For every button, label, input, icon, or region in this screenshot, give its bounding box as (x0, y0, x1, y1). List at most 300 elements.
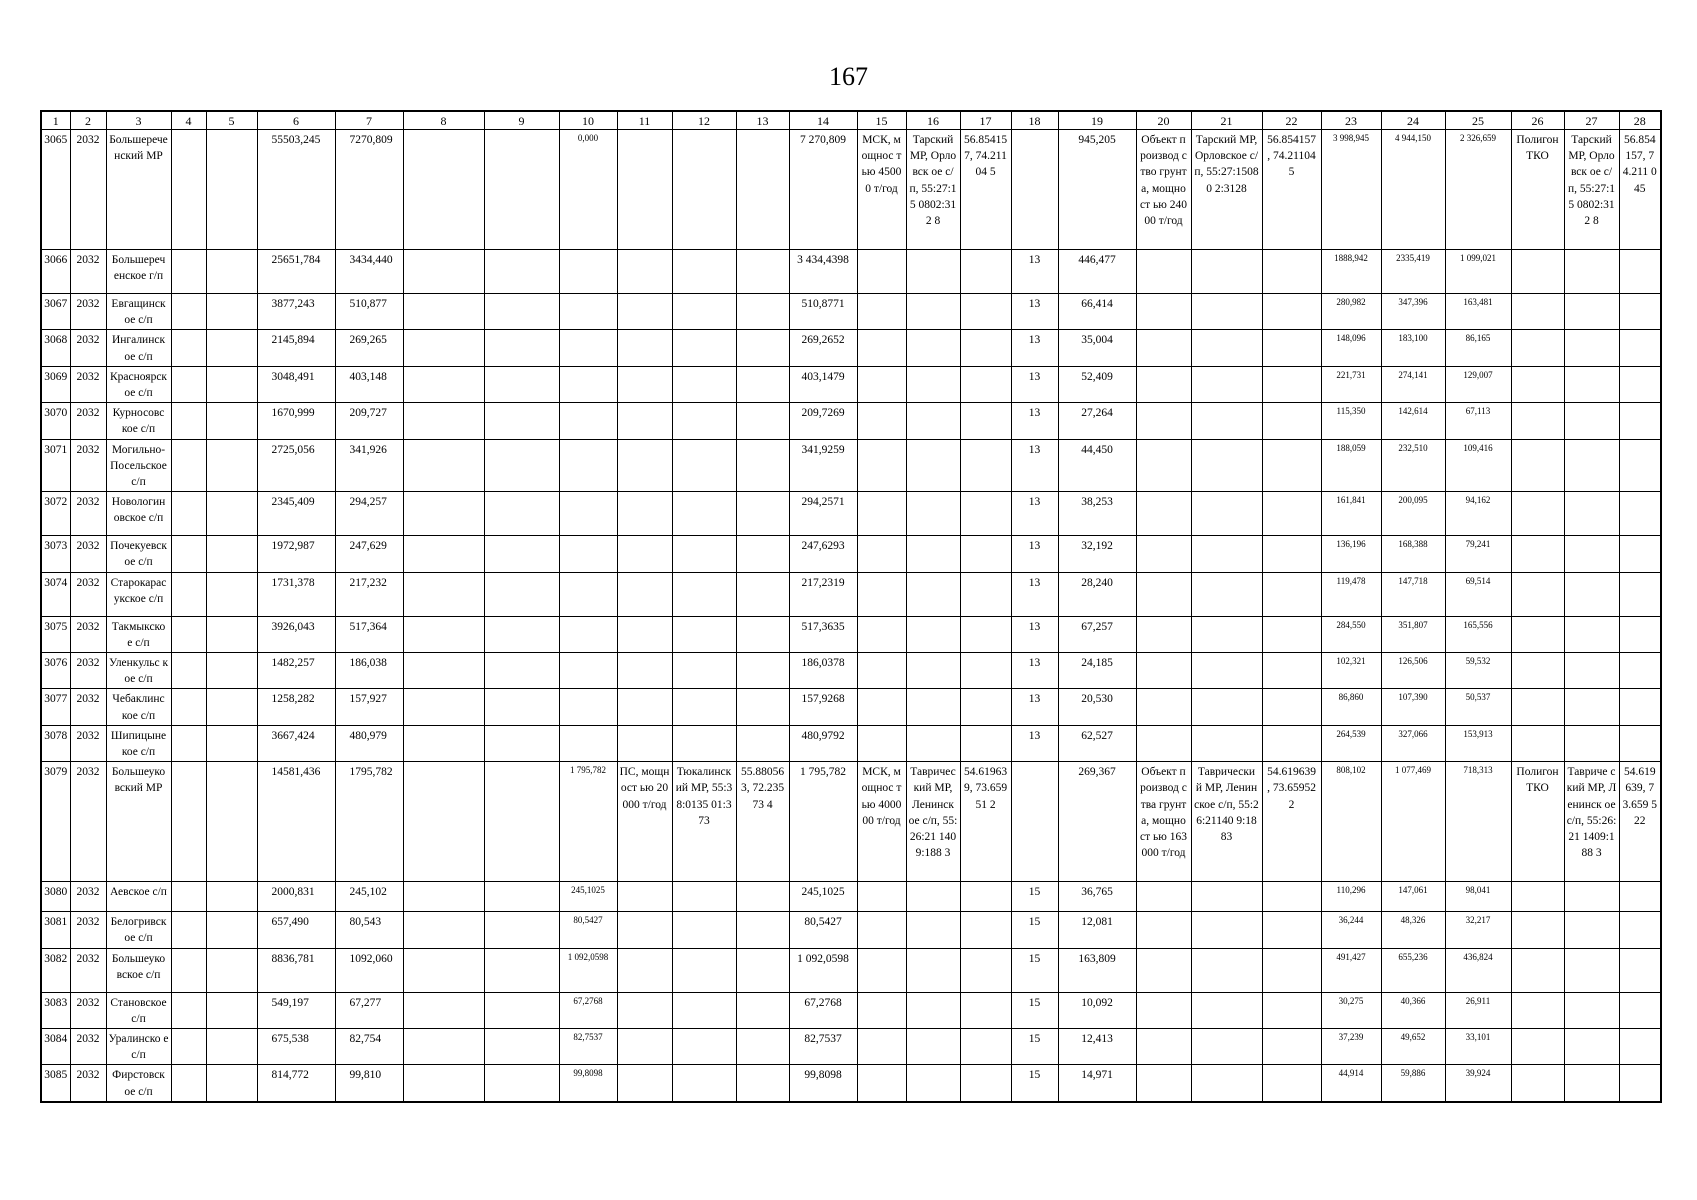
table-cell: 480,9792 (789, 725, 857, 761)
table-cell: 2345,409 (257, 492, 335, 536)
table-row (41, 294, 1661, 330)
table-cell (1136, 492, 1191, 536)
table-cell: 2145,894 (257, 330, 335, 366)
column-header: 3 (106, 111, 171, 130)
table-cell: 13 (1011, 653, 1058, 689)
table-cell: 1888,942 (1321, 250, 1381, 294)
table-row (41, 762, 1661, 882)
column-header: 26 (1511, 111, 1564, 130)
table-cell (1511, 689, 1564, 725)
table-cell (171, 992, 206, 1028)
table-cell: 66,414 (1058, 294, 1136, 330)
table-cell: 80,5427 (559, 912, 617, 948)
table-cell (1511, 948, 1564, 992)
table-cell: Шипицыне кое с/п (106, 725, 171, 761)
table-row (41, 1065, 1661, 1102)
table-cell: 48,326 (1381, 912, 1445, 948)
table-cell (736, 439, 789, 492)
table-cell (672, 130, 736, 250)
table-cell (171, 689, 206, 725)
table-cell: Тавриче ский МР, Ленинск ое с/п, 55:26:21 1409:188 3 (1564, 762, 1619, 882)
table-cell (857, 912, 906, 948)
table-cell: 82,7537 (559, 1029, 617, 1065)
table-cell (1191, 439, 1262, 492)
table-cell (559, 366, 617, 402)
column-header: 5 (206, 111, 257, 130)
table-cell (559, 439, 617, 492)
table-cell: 217,2319 (789, 572, 857, 616)
table-cell: 1972,987 (257, 536, 335, 572)
table-cell (857, 653, 906, 689)
table-cell: 44,450 (1058, 439, 1136, 492)
table-cell (1191, 616, 1262, 652)
table-cell (206, 366, 257, 402)
table-cell: 1 092,0598 (789, 948, 857, 992)
table-cell (403, 536, 484, 572)
table-cell: Белогривск ое с/п (106, 912, 171, 948)
table-cell (1619, 653, 1661, 689)
table-cell (960, 330, 1011, 366)
table-cell: 13 (1011, 616, 1058, 652)
table-cell (736, 130, 789, 250)
table-cell (484, 330, 559, 366)
table-cell: 13 (1011, 689, 1058, 725)
table-cell (206, 992, 257, 1028)
table-cell (1191, 725, 1262, 761)
table-cell (559, 653, 617, 689)
table-cell (1564, 1065, 1619, 1102)
table-cell (672, 992, 736, 1028)
table-row (41, 912, 1661, 948)
table-cell: Полигон ТКО (1511, 130, 1564, 250)
table-cell (736, 725, 789, 761)
table-cell: 517,364 (335, 616, 403, 652)
table-cell (736, 689, 789, 725)
table-cell: 50,537 (1445, 689, 1511, 725)
table-cell: 3065 (41, 130, 70, 250)
table-cell (484, 1065, 559, 1102)
table-cell (960, 294, 1011, 330)
table-cell (484, 948, 559, 992)
table-cell: 3073 (41, 536, 70, 572)
table-cell (1511, 403, 1564, 439)
table-cell (1191, 250, 1262, 294)
table-cell: Новологин овское с/п (106, 492, 171, 536)
table-cell (960, 948, 1011, 992)
table-cell (736, 294, 789, 330)
table-cell: 157,9268 (789, 689, 857, 725)
table-cell (1511, 439, 1564, 492)
table-cell (171, 572, 206, 616)
table-cell: 3079 (41, 762, 70, 882)
table-cell (1136, 992, 1191, 1028)
table-cell (672, 330, 736, 366)
table-cell (171, 653, 206, 689)
table-cell (1619, 992, 1661, 1028)
data-table (40, 110, 1662, 1103)
table-cell (1136, 536, 1191, 572)
table-cell (736, 992, 789, 1028)
table-cell: 102,321 (1321, 653, 1381, 689)
table-cell (1619, 1029, 1661, 1065)
table-cell (1619, 439, 1661, 492)
table-cell: 163,809 (1058, 948, 1136, 992)
table-row (41, 653, 1661, 689)
table-cell: 3 998,945 (1321, 130, 1381, 250)
table-row (41, 130, 1661, 250)
table-cell: 945,205 (1058, 130, 1136, 250)
table-cell: 15 (1011, 992, 1058, 1028)
table-cell (1511, 992, 1564, 1028)
table-cell: 3074 (41, 572, 70, 616)
table-row (41, 366, 1661, 402)
table-cell: 20,530 (1058, 689, 1136, 725)
table-cell: 294,2571 (789, 492, 857, 536)
column-header: 17 (960, 111, 1011, 130)
table-cell: 2032 (70, 653, 106, 689)
table-cell (171, 130, 206, 250)
table-cell: 269,2652 (789, 330, 857, 366)
table-cell (1619, 403, 1661, 439)
table-cell: МСК, мощнос тью 400000 т/год (857, 762, 906, 882)
column-header: 8 (403, 111, 484, 130)
table-cell (1191, 536, 1262, 572)
table-cell: 109,416 (1445, 439, 1511, 492)
table-cell: 2032 (70, 882, 106, 912)
table-cell (1262, 439, 1321, 492)
table-cell (484, 403, 559, 439)
table-cell (1619, 330, 1661, 366)
table-cell (1262, 403, 1321, 439)
table-cell (171, 536, 206, 572)
table-cell (1191, 1029, 1262, 1065)
table-cell (1619, 572, 1661, 616)
table-cell: 67,257 (1058, 616, 1136, 652)
table-cell: 280,982 (1321, 294, 1381, 330)
table-cell (960, 725, 1011, 761)
table-cell: 403,148 (335, 366, 403, 402)
table-cell (484, 250, 559, 294)
table-cell: 675,538 (257, 1029, 335, 1065)
table-cell (906, 948, 960, 992)
table-cell (617, 294, 672, 330)
column-header: 27 (1564, 111, 1619, 130)
table-cell (1191, 492, 1262, 536)
table-cell: 269,265 (335, 330, 403, 366)
table-cell (672, 1029, 736, 1065)
table-cell: 24,185 (1058, 653, 1136, 689)
table-cell (1191, 403, 1262, 439)
table-cell (672, 439, 736, 492)
table-cell: 341,9259 (789, 439, 857, 492)
table-cell: МСК, мощнос тью 45000 т/год (857, 130, 906, 250)
table-cell: 55503,245 (257, 130, 335, 250)
table-row (41, 439, 1661, 492)
table-cell (403, 948, 484, 992)
table-cell (857, 366, 906, 402)
column-header: 25 (1445, 111, 1511, 130)
table-cell: Фирстовск ое с/п (106, 1065, 171, 1102)
table-cell (1619, 492, 1661, 536)
table-cell (857, 1065, 906, 1102)
table-cell (736, 882, 789, 912)
column-header: 7 (335, 111, 403, 130)
table-cell (206, 330, 257, 366)
table-cell (403, 330, 484, 366)
table-cell (1564, 492, 1619, 536)
table-cell (906, 366, 960, 402)
table-row (41, 330, 1661, 366)
table-cell (1191, 882, 1262, 912)
table-cell: Такмыкско е с/п (106, 616, 171, 652)
table-cell: 54.619 639, 73.659 522 (1619, 762, 1661, 882)
table-cell (484, 689, 559, 725)
table-cell (1511, 1029, 1564, 1065)
table-cell (960, 1065, 1011, 1102)
table-cell: 147,718 (1381, 572, 1445, 616)
table-cell (484, 992, 559, 1028)
table-cell: 14,971 (1058, 1065, 1136, 1102)
table-cell: 217,232 (335, 572, 403, 616)
table-cell: 157,927 (335, 689, 403, 725)
table-cell (559, 250, 617, 294)
table-cell (206, 536, 257, 572)
table-cell (1619, 912, 1661, 948)
table-cell: Большереч енское г/п (106, 250, 171, 294)
table-cell: 221,731 (1321, 366, 1381, 402)
table-cell (960, 403, 1011, 439)
table-cell (1511, 912, 1564, 948)
table-cell: 209,727 (335, 403, 403, 439)
column-header: 20 (1136, 111, 1191, 130)
table-cell: Большеуко вский МР (106, 762, 171, 882)
table-cell (617, 1065, 672, 1102)
table-cell (960, 882, 1011, 912)
table-cell: 86,165 (1445, 330, 1511, 366)
table-cell: 3084 (41, 1029, 70, 1065)
table-cell (171, 762, 206, 882)
table-cell (206, 492, 257, 536)
table-cell: 2032 (70, 403, 106, 439)
table-cell (206, 882, 257, 912)
column-header: 1 (41, 111, 70, 130)
table-cell (484, 616, 559, 652)
table-cell: 12,081 (1058, 912, 1136, 948)
table-cell (1262, 330, 1321, 366)
table-cell: 168,388 (1381, 536, 1445, 572)
table-cell: 15 (1011, 948, 1058, 992)
table-cell: 245,102 (335, 882, 403, 912)
table-cell (857, 948, 906, 992)
table-cell (171, 366, 206, 402)
table-cell (1262, 572, 1321, 616)
table-cell: 79,241 (1445, 536, 1511, 572)
table-cell: 2032 (70, 536, 106, 572)
table-cell (1511, 492, 1564, 536)
table-cell (736, 403, 789, 439)
table-cell: 3077 (41, 689, 70, 725)
table-cell: 13 (1011, 250, 1058, 294)
table-cell (857, 1029, 906, 1065)
table-cell: 13 (1011, 330, 1058, 366)
table-cell: Тарский МР, Орловское с/п, 55:27:15080 2:3128 (1191, 130, 1262, 250)
table-cell (1564, 653, 1619, 689)
table-cell: 99,8098 (789, 1065, 857, 1102)
table-cell: 2032 (70, 294, 106, 330)
table-row (41, 882, 1661, 912)
table-cell: Чебаклинс кое с/п (106, 689, 171, 725)
table-cell (906, 330, 960, 366)
table-cell (960, 1029, 1011, 1065)
table-cell (171, 1065, 206, 1102)
column-header: 22 (1262, 111, 1321, 130)
table-cell: 136,196 (1321, 536, 1381, 572)
table-cell (171, 492, 206, 536)
table-cell (484, 762, 559, 882)
table-cell (206, 1029, 257, 1065)
table-cell: 341,926 (335, 439, 403, 492)
table-cell (857, 725, 906, 761)
table-cell (1136, 439, 1191, 492)
table-cell: 126,506 (1381, 653, 1445, 689)
table-cell (672, 653, 736, 689)
table-cell (960, 439, 1011, 492)
table-cell: 2032 (70, 130, 106, 250)
table-cell (403, 616, 484, 652)
table-cell: Тюкалинск ий МР, 55:38:0135 01:373 (672, 762, 736, 882)
table-cell (736, 912, 789, 948)
table-cell: 59,532 (1445, 653, 1511, 689)
table-cell: 28,240 (1058, 572, 1136, 616)
table-cell (1511, 572, 1564, 616)
table-cell: 15 (1011, 882, 1058, 912)
table-cell (206, 572, 257, 616)
table-cell (1191, 912, 1262, 948)
column-header: 24 (1381, 111, 1445, 130)
table-cell: Большереченский МР (106, 130, 171, 250)
table-cell: 3066 (41, 250, 70, 294)
table-cell (906, 992, 960, 1028)
table-cell: 183,100 (1381, 330, 1445, 366)
table-cell: 32,217 (1445, 912, 1511, 948)
table-cell: 3067 (41, 294, 70, 330)
table-cell (857, 992, 906, 1028)
column-header: 16 (906, 111, 960, 130)
table-cell: Курносовс кое с/п (106, 403, 171, 439)
table-cell: 3081 (41, 912, 70, 948)
table-cell (484, 912, 559, 948)
table-cell (906, 403, 960, 439)
table-cell (906, 912, 960, 948)
table-cell (857, 330, 906, 366)
table-cell (1511, 653, 1564, 689)
table-cell: 129,007 (1445, 366, 1511, 402)
table-cell (1564, 882, 1619, 912)
table-cell: 2032 (70, 572, 106, 616)
table-cell (171, 882, 206, 912)
table-cell (403, 250, 484, 294)
table-cell (1511, 1065, 1564, 1102)
table-cell: 59,886 (1381, 1065, 1445, 1102)
column-header: 13 (736, 111, 789, 130)
table-cell: 80,5427 (789, 912, 857, 948)
page-number: 167 (829, 62, 868, 91)
table-cell (672, 725, 736, 761)
table-cell (736, 948, 789, 992)
table-cell: 3070 (41, 403, 70, 439)
table-cell: 165,556 (1445, 616, 1511, 652)
table-cell (1511, 725, 1564, 761)
table-cell: 209,7269 (789, 403, 857, 439)
table-cell (1511, 536, 1564, 572)
table-cell: Ингалинск ое с/п (106, 330, 171, 366)
table-cell: 510,8771 (789, 294, 857, 330)
table-cell (906, 536, 960, 572)
table-cell (960, 250, 1011, 294)
table-cell: 2032 (70, 762, 106, 882)
table-cell (906, 250, 960, 294)
table-cell: 82,754 (335, 1029, 403, 1065)
table-cell: Становское с/п (106, 992, 171, 1028)
table-cell (960, 572, 1011, 616)
table-cell: 36,244 (1321, 912, 1381, 948)
column-header: 12 (672, 111, 736, 130)
table-cell (960, 366, 1011, 402)
table-cell: 13 (1011, 492, 1058, 536)
table-cell (857, 250, 906, 294)
table-cell (559, 403, 617, 439)
table-cell (171, 250, 206, 294)
table-row (41, 536, 1661, 572)
table-cell: 1 099,021 (1445, 250, 1511, 294)
table-cell (617, 439, 672, 492)
table-cell (857, 536, 906, 572)
table-row (41, 492, 1661, 536)
table-cell (1564, 250, 1619, 294)
table-cell (1619, 294, 1661, 330)
table-cell (672, 912, 736, 948)
table-cell: 99,810 (335, 1065, 403, 1102)
table-cell (617, 130, 672, 250)
table-cell (484, 536, 559, 572)
table-cell (617, 882, 672, 912)
table-cell: 1 092,0598 (559, 948, 617, 992)
table-cell: 480,979 (335, 725, 403, 761)
column-header: 21 (1191, 111, 1262, 130)
column-header: 6 (257, 111, 335, 130)
table-cell (960, 492, 1011, 536)
table-cell: Почекуевск ое с/п (106, 536, 171, 572)
table-cell: 491,427 (1321, 948, 1381, 992)
table-cell (672, 689, 736, 725)
table-cell: 98,041 (1445, 882, 1511, 912)
table-cell: 15 (1011, 912, 1058, 948)
table-cell: Уралинско е с/п (106, 1029, 171, 1065)
table-cell: 3078 (41, 725, 70, 761)
table-cell (960, 536, 1011, 572)
table-cell (672, 572, 736, 616)
table-cell: 3877,243 (257, 294, 335, 330)
table-cell (206, 439, 257, 492)
table-cell: 188,059 (1321, 439, 1381, 492)
table-cell (1262, 294, 1321, 330)
table-cell (617, 250, 672, 294)
column-header: 14 (789, 111, 857, 130)
table-cell: 44,914 (1321, 1065, 1381, 1102)
table-cell (403, 992, 484, 1028)
table-cell (1262, 882, 1321, 912)
table-cell: 14581,436 (257, 762, 335, 882)
